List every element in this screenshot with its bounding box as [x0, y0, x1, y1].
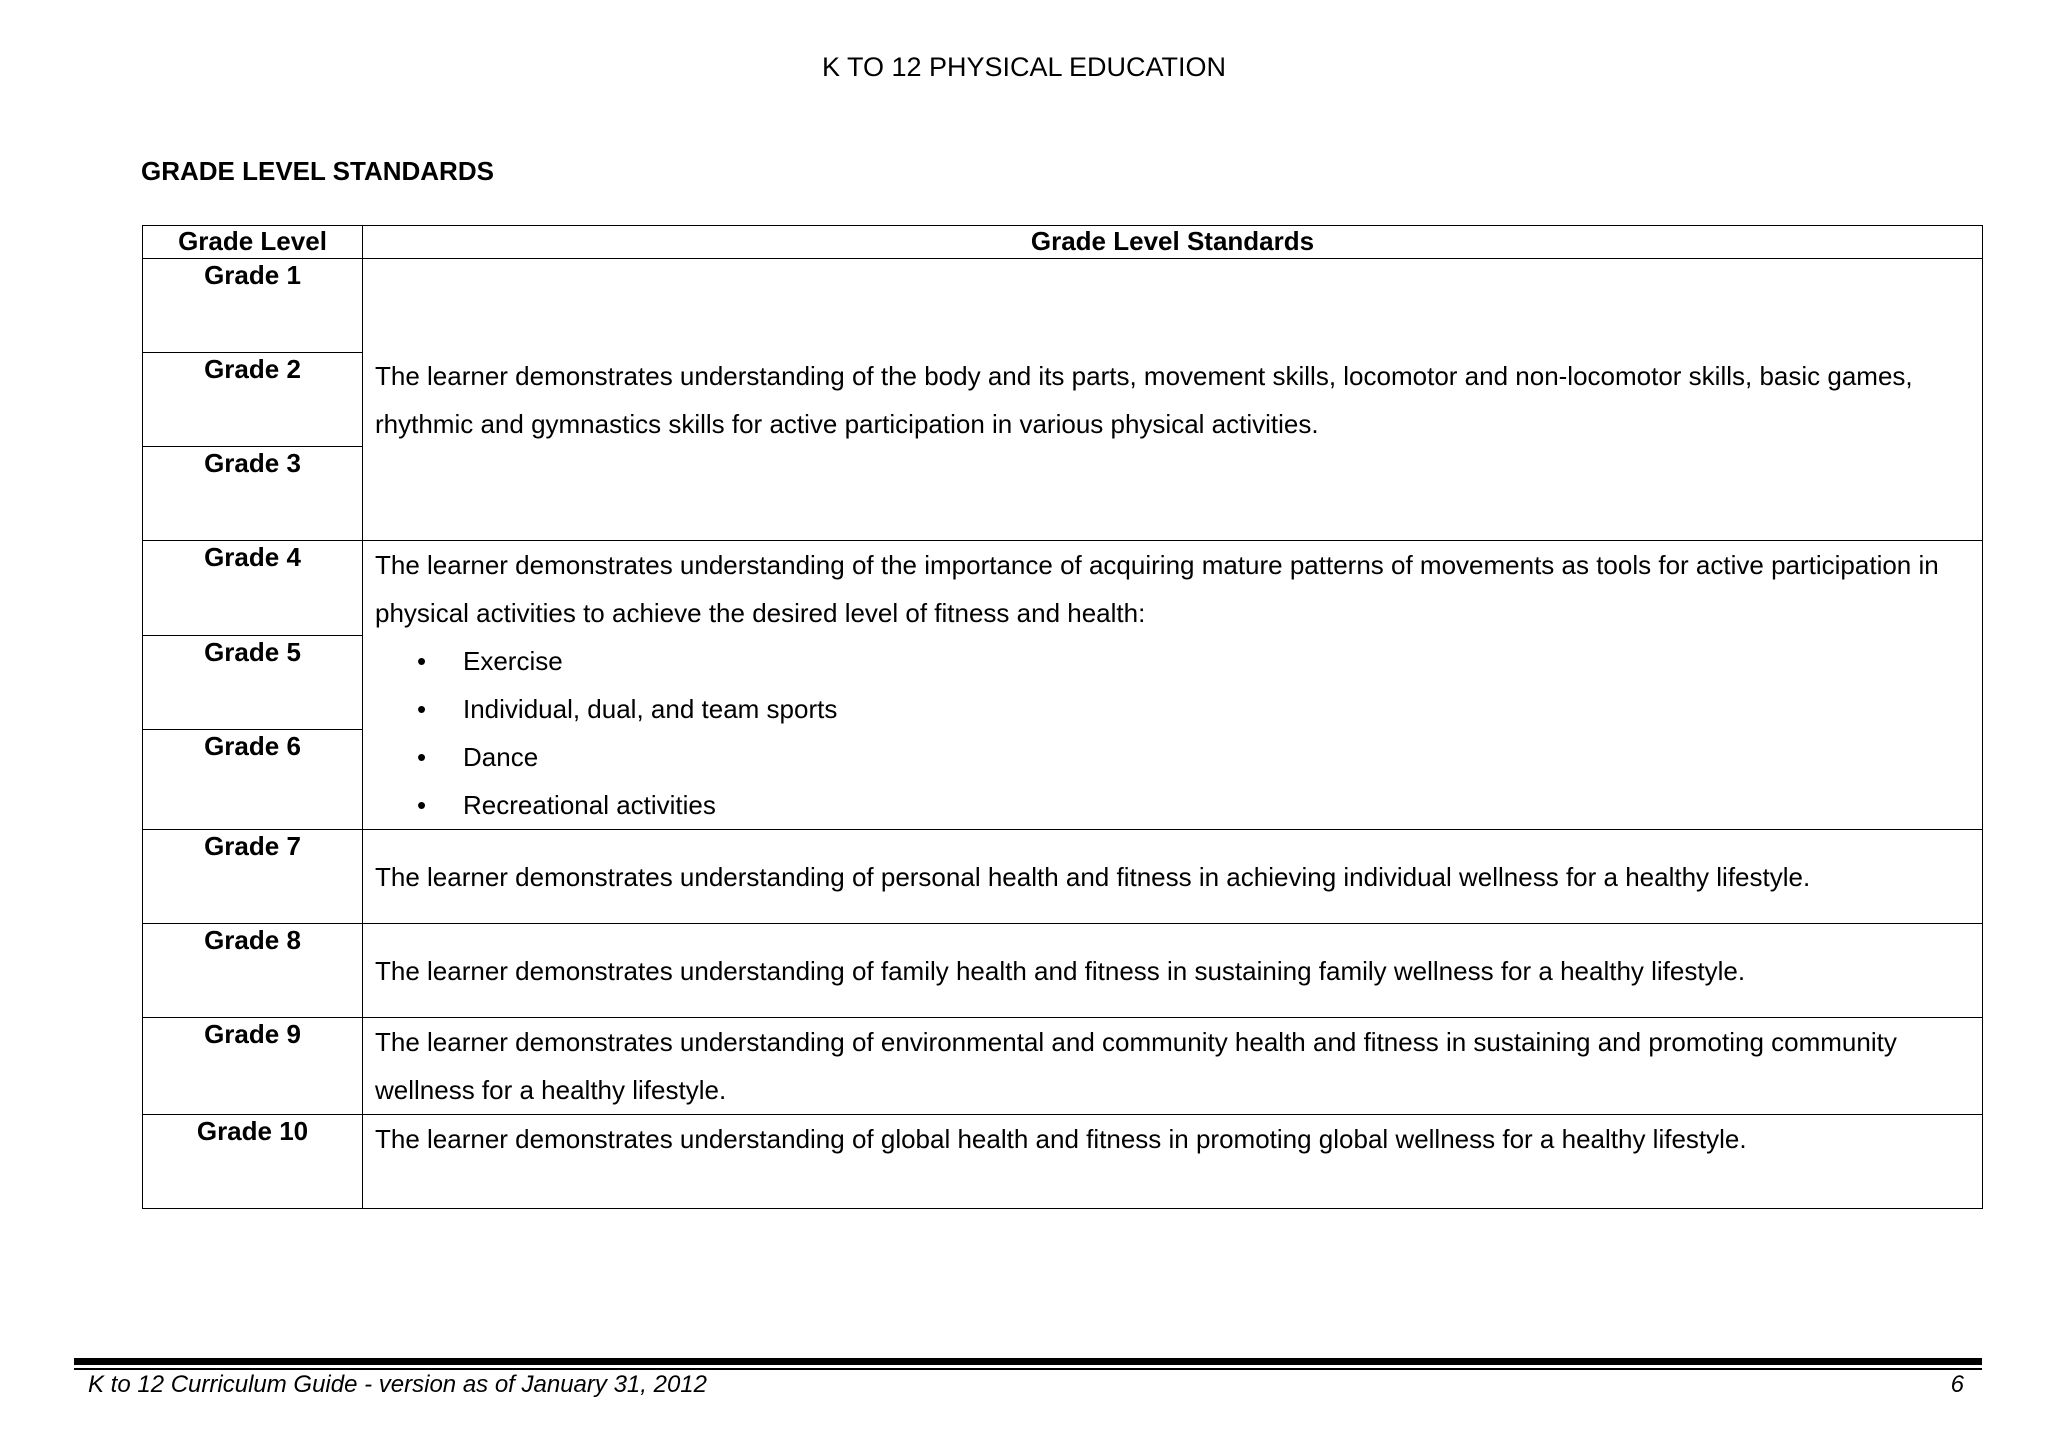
grade-cell: Grade 4: [143, 541, 363, 636]
list-item: [375, 733, 1970, 781]
list-item: [375, 781, 1970, 829]
standard-text: The learner demonstrates understanding of the body and its parts, movement skills, locomotor and non-locomotor skills, basic games, rhythmic and gymnastics skills for active participation in various physical activities.: [375, 360, 1913, 439]
table-row: [143, 541, 1983, 636]
bullet-glyph: •: [417, 742, 427, 772]
grade-cell: Grade 7: [143, 830, 363, 924]
standard-cell-grade-9: The learner demonstrates understanding of environmental and community health and fitness in sustaining and promoting community wellness for a healthy lifestyle.: [363, 1018, 1983, 1115]
table-row: [143, 924, 1983, 1018]
bullet-glyph: •: [417, 694, 427, 724]
grade-level-standards-table: [142, 225, 1983, 1209]
footer-divider-thin: [74, 1368, 1982, 1370]
grade-cell: Grade 6: [143, 730, 363, 830]
section-title: GRADE LEVEL STANDARDS: [141, 156, 494, 186]
footer-version-text: K to 12 Curriculum Guide - version as of January 31, 2012: [88, 1371, 707, 1398]
list-item: [375, 685, 1970, 733]
grade-cell: Grade 8: [143, 924, 363, 1018]
list-item-text: Exercise: [463, 646, 563, 676]
bullet-glyph: •: [417, 790, 427, 820]
grade-cell: Grade 1: [143, 259, 363, 353]
standard-text: The learner demonstrates understanding of the importance of acquiring mature patterns of movements as tools for active participation in physical activities to achieve the desired level of fitness and health:: [375, 550, 1939, 628]
list-item-text: Dance: [463, 742, 539, 772]
table-row: [143, 1018, 1983, 1115]
bullet-glyph: •: [417, 646, 427, 676]
grade-cell: Grade 2: [143, 353, 363, 447]
standard-cell-grade-7: The learner demonstrates understanding of personal health and fitness in achieving individual wellness for a healthy lifestyle.: [363, 830, 1983, 924]
list-item-text: Recreational activities: [463, 790, 716, 820]
standard-cell-grade-10: The learner demonstrates understanding of global health and fitness in promoting global wellness for a healthy lifestyle.: [363, 1115, 1983, 1209]
running-header: K TO 12 PHYSICAL EDUCATION: [821, 52, 1227, 82]
table-row: [143, 259, 1983, 353]
footer-divider-thick: [74, 1358, 1982, 1365]
table-row: [143, 830, 1983, 924]
table-header-row: [143, 226, 1983, 259]
list-item: [375, 637, 1970, 685]
table-row: [143, 1115, 1983, 1209]
page-number: 6: [1950, 1371, 1964, 1398]
grade-cell: Grade 9: [143, 1018, 363, 1115]
bullet-list: [375, 637, 1970, 829]
standard-cell-grade-8: The learner demonstrates understanding of family health and fitness in sustaining family wellness for a healthy lifestyle.: [363, 924, 1983, 1018]
grade-cell: Grade 3: [143, 447, 363, 541]
standard-cell-grades-1-3: [363, 259, 1983, 541]
list-item-text: Individual, dual, and team sports: [463, 694, 838, 724]
header-grade-level-standards: Grade Level Standards: [363, 226, 1983, 259]
standard-cell-grades-4-6: [363, 541, 1983, 830]
grade-cell: Grade 5: [143, 635, 363, 730]
header-grade-level: Grade Level: [143, 226, 363, 259]
grade-cell: Grade 10: [143, 1115, 363, 1209]
